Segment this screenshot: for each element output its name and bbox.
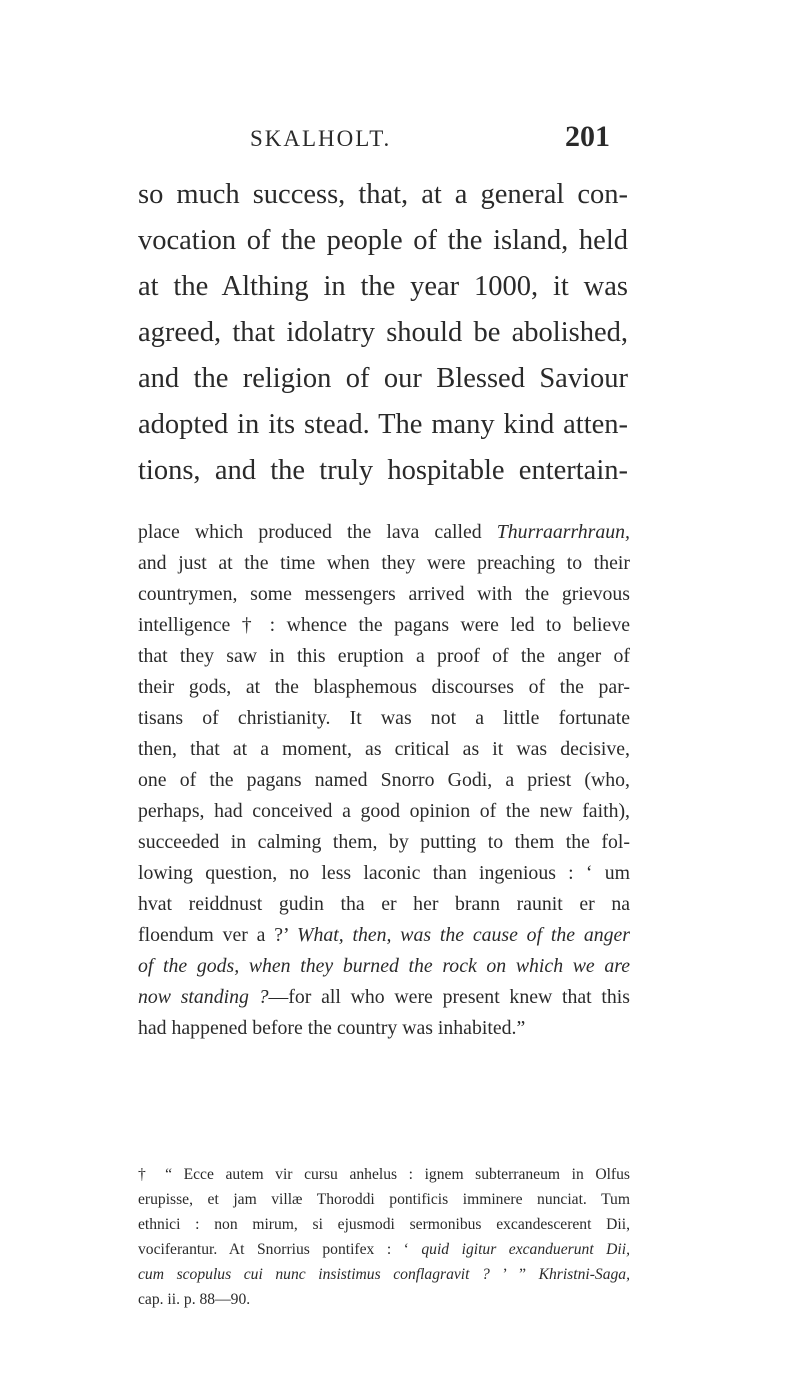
quote-text: place which produced the lava called bbox=[138, 521, 497, 543]
italic-translation: now standing ? bbox=[138, 986, 269, 1008]
quoted-passage bbox=[138, 517, 630, 1044]
footnote-line bbox=[138, 1237, 630, 1262]
main-line: adopted in its stead. The many kind atten- bbox=[138, 409, 628, 440]
quote-line bbox=[138, 951, 630, 982]
italic-translation: of the gods, when they burned the rock on which we are bbox=[138, 955, 630, 977]
quote-line: succeeded in calming them, by putting to them the fol- bbox=[138, 831, 630, 853]
quote-line bbox=[138, 920, 630, 951]
running-head bbox=[250, 120, 610, 160]
main-paragraph bbox=[138, 172, 628, 494]
italic-source-title: Khristni-Saga, bbox=[538, 1266, 630, 1283]
quote-line: lowing question, no less laconic than ingenious : ‘ um bbox=[138, 862, 630, 884]
quote-line: had happened before the country was inhabited.” bbox=[138, 1017, 526, 1039]
quote-text: —for all who were present knew that this bbox=[268, 986, 630, 1008]
main-line: tions, and the truly hospitable entertain- bbox=[138, 455, 628, 486]
footnote-line: cap. ii. p. 88—90. bbox=[138, 1291, 251, 1308]
running-title: SKALHOLT. bbox=[250, 126, 392, 151]
quote-line: and just at the time when they were preaching to their bbox=[138, 552, 630, 574]
footnote bbox=[138, 1162, 630, 1312]
footnote-text: vociferantur. At Snorrius pontifex : ‘ bbox=[138, 1241, 422, 1258]
main-line: so much success, that, at a general con- bbox=[138, 179, 628, 210]
main-line: vocation of the people of the island, held bbox=[138, 225, 628, 256]
italic-latin: quid igitur excanduerunt Dii, bbox=[421, 1241, 630, 1258]
footnote-line: ethnici : non mirum, si ejusmodi sermonibus excandescerent Dii, bbox=[138, 1216, 630, 1233]
quote-line: intelligence † : whence the pagans were led to believe bbox=[138, 614, 630, 636]
quote-line: tisans of christianity. It was not a little fortunate bbox=[138, 707, 630, 729]
quote-line: countrymen, some messengers arrived with the grievous bbox=[138, 583, 630, 605]
main-line: at the Althing in the year 1000, it was bbox=[138, 271, 628, 302]
quote-line: one of the pagans named Snorro Godi, a priest (who, bbox=[138, 769, 630, 791]
footnote-line: † “ Ecce autem vir cursu anhelus : ignem subterraneum in Olfus bbox=[138, 1166, 630, 1183]
quote-line: then, that at a moment, as critical as it was decisive, bbox=[138, 738, 630, 760]
footnote-line: erupisse, et jam villæ Thoroddi pontificis imminere nunciat. Tum bbox=[138, 1191, 630, 1208]
quote-line: their gods, at the blasphemous discourses of the par- bbox=[138, 676, 630, 698]
quote-line bbox=[138, 517, 630, 548]
quote-line bbox=[138, 982, 630, 1013]
page-number: 201 bbox=[565, 120, 610, 153]
main-line: agreed, that idolatry should be abolished, bbox=[138, 317, 628, 348]
main-line: and the religion of our Blessed Saviour bbox=[138, 363, 628, 394]
footnote-line bbox=[138, 1262, 630, 1287]
quote-line: perhaps, had conceived a good opinion of the new faith), bbox=[138, 800, 630, 822]
italic-translation: What, then, was the cause of the anger bbox=[296, 924, 630, 946]
italic-placename: Thurraarrhraun, bbox=[496, 521, 630, 543]
italic-latin: cum scopulus cui nunc insistimus conflagravit ? bbox=[138, 1266, 490, 1283]
footnote-text: ’ ” bbox=[489, 1266, 539, 1283]
quote-line: hvat reiddnust gudin tha er her brann raunit er na bbox=[138, 893, 630, 915]
quote-line: that they saw in this eruption a proof of the anger of bbox=[138, 645, 630, 667]
quote-text: floendum ver a ?’ bbox=[138, 924, 297, 946]
